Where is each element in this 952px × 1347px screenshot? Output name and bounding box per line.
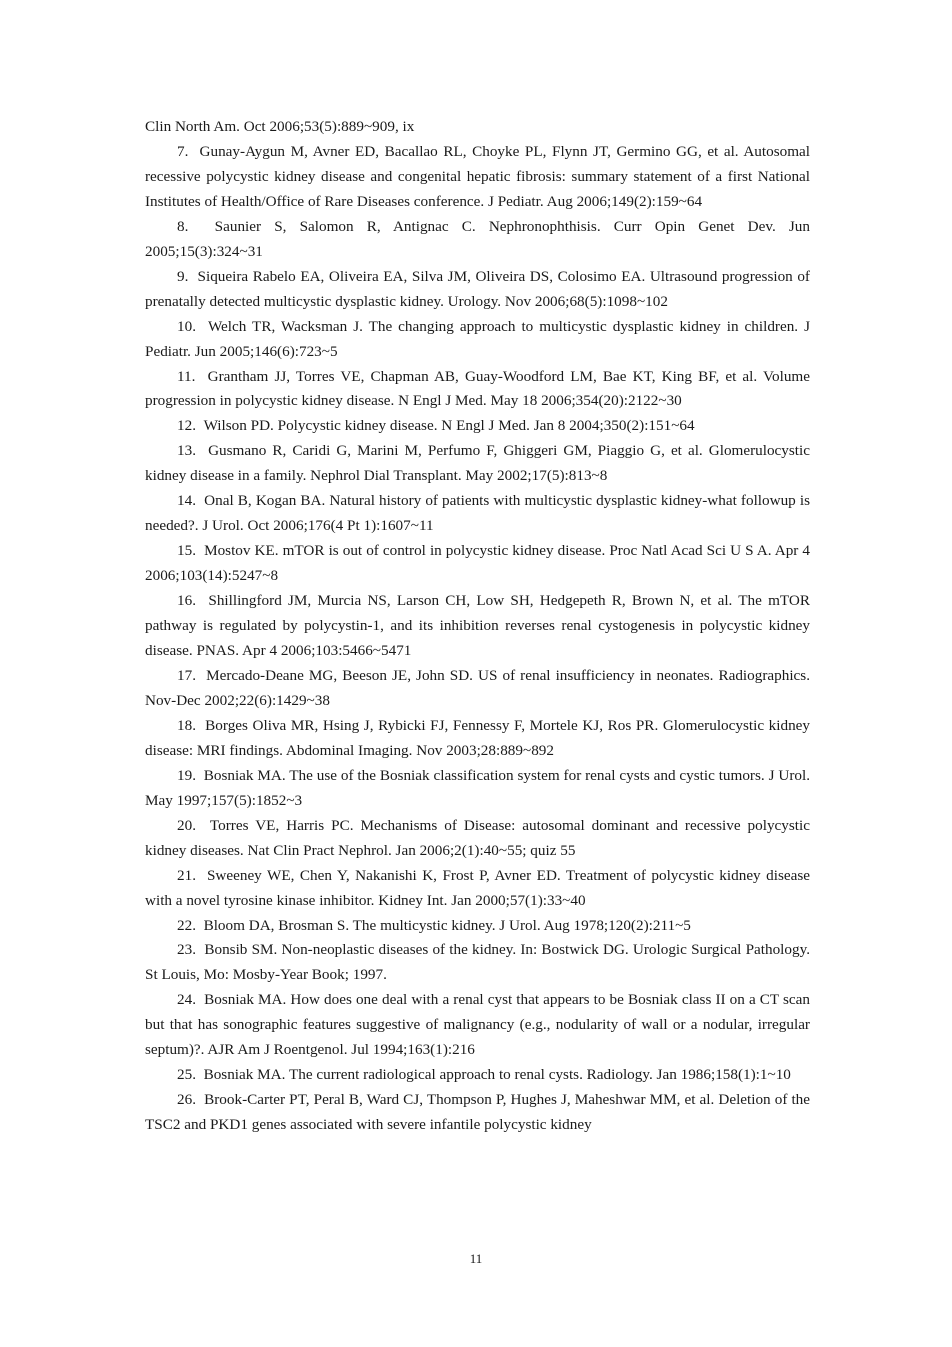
reference-item: 14. Onal B, Kogan BA. Natural history of patients with multicystic dysplastic kidney-what followup is needed?. J Urol. Oct 2006;176(4 Pt 1):1607~11 (145, 492, 810, 535)
reference-item: 23. Bonsib SM. Non-neoplastic diseases of the kidney. In: Bostwick DG. Urologic Surgical Pathology. St Louis, Mo: Mosby-Year Book; 1997. (145, 941, 810, 984)
reference-item: 10. Welch TR, Wacksman J. The changing approach to multicystic dysplastic kidney in children. J Pediatr. Jun 2005;146(6):723~5 (145, 317, 810, 360)
reference-item: 12. Wilson PD. Polycystic kidney disease. N Engl J Med. Jan 8 2004;350(2):151~64 (177, 417, 695, 435)
reference-item: 9. Siqueira Rabelo EA, Oliveira EA, Silva JM, Oliveira DS, Colosimo EA. Ultrasound progression of prenatally detected multicystic dysplastic kidney. Urology. Nov 2006;68(5):1098~102 (145, 267, 810, 310)
reference-item: 17. Mercado-Deane MG, Beeson JE, John SD. US of renal insufficiency in neonates. Radiographics. Nov-Dec 2002;22(6):1429~38 (145, 666, 810, 709)
reference-item: 11. Grantham JJ, Torres VE, Chapman AB, Guay-Woodford LM, Bae KT, King BF, et al. Volume progression in polycystic kidney disease. N Engl J Med. May 18 2006;354(20):2122~30 (145, 367, 810, 410)
reference-item: 22. Bloom DA, Brosman S. The multicystic kidney. J Urol. Aug 1978;120(2):211~5 (177, 916, 691, 934)
reference-item: 15. Mostov KE. mTOR is out of control in polycystic kidney disease. Proc Natl Acad Sci U S A. Apr 4 2006;103(14):5247~8 (145, 542, 810, 585)
reference-item: 24. Bosniak MA. How does one deal with a renal cyst that appears to be Bosniak class II on a CT scan but that has sonographic features suggestive of malignancy (e.g., nodularity of wall or a nodular, irregular septum)?. AJR Am J Roentgenol. Jul 1994;163(1):216 (145, 991, 810, 1059)
reference-item: 20. Torres VE, Harris PC. Mechanisms of Disease: autosomal dominant and recessive polycystic kidney diseases. Nat Clin Pract Nephrol. Jan 2006;2(1):40~55; quiz 55 (145, 816, 810, 859)
reference-item: 13. Gusmano R, Caridi G, Marini M, Perfumo F, Ghiggeri GM, Piaggio G, et al. Glomerulocystic kidney disease in a family. Nephrol Dial Transplant. May 2002;17(5):813~8 (145, 442, 810, 485)
reference-item: 16. Shillingford JM, Murcia NS, Larson CH, Low SH, Hedgepeth R, Brown N, et al. The mTOR pathway is regulated by polycystin-1, and its inhibition reverses renal cystogenesis in polycystic kidney disease. PNAS. Apr 4 2006;103:5466~5471 (145, 592, 810, 660)
page-number: 11 (469, 1251, 483, 1266)
reference-item: 26. Brook-Carter PT, Peral B, Ward CJ, Thompson P, Hughes J, Maheshwar MM, et al. Deletion of the TSC2 and PKD1 genes associated with severe infantile polycystic kidney (145, 1091, 810, 1134)
reference-continuation: Clin North Am. Oct 2006;53(5):889~909, ix (145, 118, 415, 135)
reference-item: 7. Gunay-Aygun M, Avner ED, Bacallao RL, Choyke PL, Flynn JT, Germino GG, et al. Autosomal recessive polycystic kidney disease and congenital hepatic fibrosis: summary statement of a first National Institutes of Health/Office of Rare Diseases conference. J Pediatr. Aug 2006;149(2):159~64 (145, 142, 810, 210)
reference-item: 8. Saunier S, Salomon R, Antignac C. Nephronophthisis. Curr Opin Genet Dev. Jun 2005;15(3):324~31 (145, 217, 810, 260)
reference-item: 21. Sweeney WE, Chen Y, Nakanishi K, Frost P, Avner ED. Treatment of polycystic kidney disease with a novel tyrosine kinase inhibitor. Kidney Int. Jan 2000;57(1):33~40 (145, 866, 810, 909)
reference-item: 25. Bosniak MA. The current radiological approach to renal cysts. Radiology. Jan 1986;158(1):1~10 (177, 1066, 791, 1084)
reference-item: 18. Borges Oliva MR, Hsing J, Rybicki FJ, Fennessy F, Mortele KJ, Ros PR. Glomerulocystic kidney disease: MRI findings. Abdominal Imaging. Nov 2003;28:889~892 (145, 716, 810, 759)
reference-item: 19. Bosniak MA. The use of the Bosniak classification system for renal cysts and cystic tumors. J Urol. May 1997;157(5):1852~3 (145, 766, 810, 809)
reference-list (145, 115, 810, 1138)
